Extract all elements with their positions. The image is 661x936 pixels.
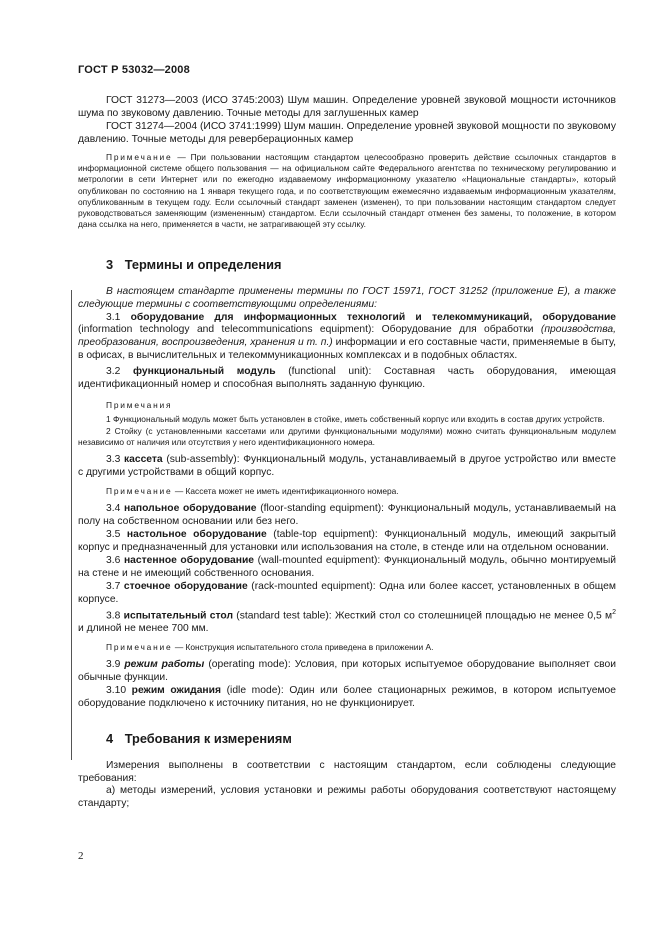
term-name: настенное оборудование	[123, 554, 255, 566]
term-3-6	[78, 555, 616, 581]
term-number: 3.9	[106, 659, 121, 671]
term-3-5	[78, 529, 616, 555]
term-name: напольное оборудование	[123, 503, 257, 515]
section-4-heading	[78, 731, 616, 746]
page-content	[78, 95, 616, 811]
term-3-2-note-1: 1 Функциональный модуль может быть установлен в стойке, иметь собственный корпус или входить в состав других устройств.	[106, 414, 605, 425]
document-header: ГОСТ Р 53032—2008	[78, 64, 190, 76]
section-3-intro: В настоящем стандарте применены термины по ГОСТ 15971, ГОСТ 31252 (приложение Е), а также следующие термины с соответствующими определениями:	[78, 285, 616, 310]
term-definition: Условия, при которых испытуемое оборудование выполняет свои обычные функции.	[78, 659, 616, 683]
term-name: оборудование для информационных технологий и телекоммуникаций, оборудование	[130, 311, 616, 323]
term-english: (operating mode):	[208, 659, 291, 671]
term-english: (table-top equipment):	[273, 529, 378, 541]
term-definition: Функциональный модуль, устанавливаемый на полу на собственном основании или без него.	[78, 503, 616, 528]
term-definition-cont: информации и его составные части, применяемые в быту, в офисах, в вычислительных и телекоммуникационных комплексах и в подобных областях.	[78, 337, 616, 362]
term-number: 3.1	[106, 311, 121, 323]
section-4-title: Требования к измерениям	[124, 730, 292, 746]
term-3-3	[78, 454, 616, 480]
term-number: 3.7	[106, 580, 121, 592]
term-english: (rack-mounted equipment):	[251, 580, 376, 592]
term-number: 3.5	[106, 529, 121, 541]
superscript: 2	[612, 608, 616, 616]
term-name: испытательный стол	[123, 609, 233, 621]
note-text: — При пользовании настоящим стандартом целесообразно проверить действие ссылочных стандартов в информационной системе общего пользования — на официальном сайте Федерального агентства по техническому регулированию и метрологии в сети Интернет или по ежегодно издаваемому информационному указателю «Национальные стандарты», который опубликован по состоянию на 1 января текущего года, и по соответствующим ежемесячно издаваемым информационным указателям, опубликованным в текущем году. Если ссылочный стандарт заменен (изменен), то при пользовании настоящим стандартом следует руководствоваться заменяющим (измененным) стандартом. Если ссылочный стандарт отменен без замены, то положение, в котором дана ссылка на него, применяется в части, не затрагивающей эту ссылку.	[78, 151, 617, 230]
term-number: 3.3	[106, 454, 121, 466]
term-3-8	[78, 607, 616, 636]
term-name: функциональный модуль	[133, 366, 276, 378]
term-3-10	[78, 685, 616, 711]
page-number: 2	[78, 850, 84, 862]
term-definition: Одна или более кассет, установленных в общем корпусе.	[78, 580, 616, 605]
term-3-3-note	[78, 486, 616, 497]
term-3-9	[78, 659, 616, 685]
term-english: (idle mode):	[226, 684, 284, 696]
note-text: — Конструкция испытательного стола приведена в приложении А.	[174, 641, 434, 652]
section-3-heading	[78, 257, 616, 272]
term-name: режим работы	[124, 659, 205, 671]
term-definition: Функциональный модуль, устанавливаемый в другое устройство или вместе с другими устройствами в общий корпус.	[78, 454, 616, 479]
term-number: 3.2	[106, 366, 121, 378]
reference-gost-31274: ГОСТ 31274—2004 (ИСО 3741:1999) Шум машин. Определение уровней звуковой мощности по звуковому давлению. Точные методы для реверберационных камер	[78, 120, 616, 145]
term-english: (information technology and telecommunications equipment):	[78, 324, 375, 336]
term-definition: Функциональный модуль, обычно монтируемый на стене и не имеющий собственного основания.	[78, 554, 616, 579]
term-3-2-notes-label	[78, 400, 616, 411]
term-3-8-note	[78, 642, 616, 653]
note-label: Примечание	[106, 151, 173, 162]
term-name: стоечное оборудование	[123, 580, 248, 592]
term-3-2	[78, 366, 616, 392]
term-definition-italic: (производства, преобразования, воспроизведения, хранения и т. п.)	[78, 324, 616, 349]
section-4-intro: Измерения выполнены в соответствии с настоящим стандартом, если соблюдены следующие требования:	[78, 759, 616, 784]
section-3-title: Термины и определения	[124, 256, 282, 272]
term-name: настольное оборудование	[126, 529, 267, 541]
note-text: — Кассета может не иметь идентификационного номера.	[174, 485, 399, 496]
reference-gost-31273: ГОСТ 31273—2003 (ИСО 3745:2003) Шум машин. Определение уровней звуковой мощности источников шума по звуковому давлению. Точные методы для заглушенных камер	[78, 95, 616, 119]
note-label: Примечание	[106, 641, 173, 652]
term-number: 3.8	[106, 609, 121, 621]
term-3-2-note-2: 2 Стойку (с установленными кассетами или другими функциональными модулями) можно считать функциональным модулем независимо от наличия или отсутствия у него идентификационного номера.	[78, 425, 616, 447]
section-4-item-a: а) методы измерений, условия установки и режимы работы оборудования соответствуют настоящему стандарту;	[78, 785, 616, 810]
term-number: 3.10	[106, 684, 127, 696]
references-note	[78, 152, 616, 231]
term-number: 3.4	[106, 503, 121, 515]
change-marker-bar	[71, 290, 72, 760]
term-english: (sub-assembly):	[166, 454, 240, 466]
term-english: (floor-standing equipment):	[260, 503, 385, 515]
note-label: Примечание	[106, 485, 173, 496]
section-3-number: 3	[106, 256, 114, 272]
term-definition: Жесткий стол со столешницей площадью не менее 0,5 м	[334, 609, 613, 621]
term-3-7	[78, 581, 616, 607]
term-3-4	[78, 503, 616, 529]
notes-label: Примечания	[106, 399, 173, 410]
term-number: 3.6	[106, 554, 121, 566]
term-english: (functional unit):	[288, 366, 372, 378]
term-english: (wall-mounted equipment):	[257, 554, 381, 566]
term-english: (standard test table):	[236, 609, 332, 621]
term-3-1	[78, 312, 616, 364]
term-definition: Один или более стационарных режимов, в котором испытуемое оборудование подключено к источнику питания, но не функционирует.	[78, 684, 616, 709]
term-definition-cont: и длиной не менее 700 мм.	[78, 622, 209, 634]
term-definition: Составная часть оборудования, имеющая идентификационный номер и способная выполнять заданную функцию.	[78, 366, 616, 391]
term-name: кассета	[123, 454, 163, 466]
section-4-number: 4	[106, 730, 114, 746]
term-name: режим ожидания	[131, 684, 221, 696]
term-definition: Функциональный модуль, имеющий закрытый корпус и предназначенный для установки или использования на столе, в стенде или на отдельном основании.	[78, 529, 616, 553]
term-definition: Оборудование для обработки	[381, 324, 534, 336]
